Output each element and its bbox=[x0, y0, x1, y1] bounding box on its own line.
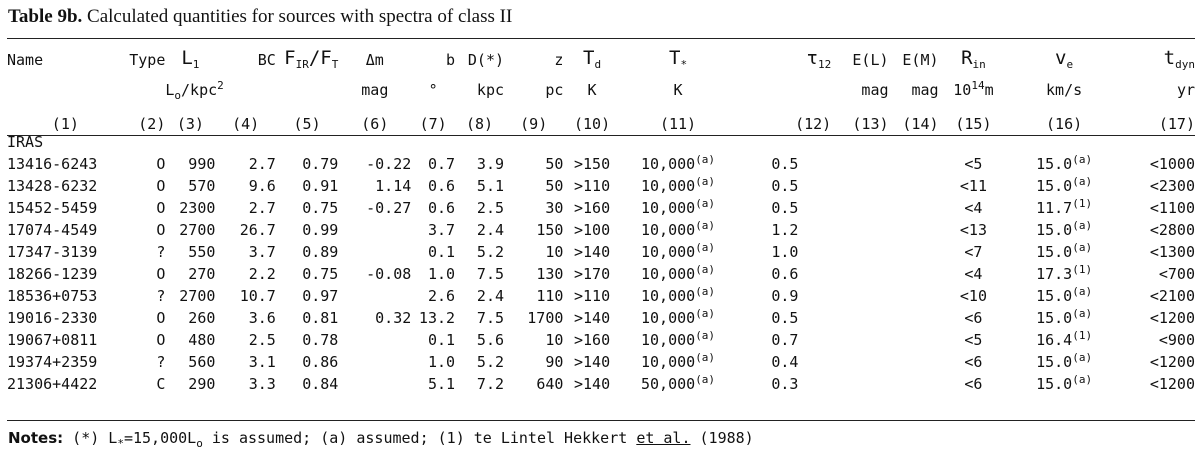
cell-dm bbox=[338, 349, 411, 371]
cell-tstar: 10,000$^{(a)}$ bbox=[641, 263, 716, 283]
cell-tau: 1.2 bbox=[771, 221, 799, 239]
cell-b: 0.7 bbox=[427, 155, 456, 173]
cell-tstar: 10,000$^{(a)}$ bbox=[641, 307, 716, 327]
cell-dm bbox=[338, 371, 411, 393]
unit-ve: km/s bbox=[1046, 81, 1083, 99]
col-number: (11) bbox=[659, 115, 697, 133]
cell-em bbox=[889, 217, 939, 239]
cell-d: 7.5 bbox=[476, 309, 505, 327]
units-row bbox=[7, 69, 1195, 99]
cell-bc: 3.6 bbox=[248, 309, 276, 327]
cell-el bbox=[831, 261, 888, 283]
et-al: et al. bbox=[636, 429, 691, 447]
group-label: IRAS bbox=[7, 133, 44, 151]
cell-tdyn: <1100 bbox=[1149, 199, 1195, 217]
cell-ve: 15.0$^{(a)}$ bbox=[1036, 241, 1093, 261]
col-header-em: E(M) bbox=[902, 51, 939, 69]
cell-ve: 17.3$^{(1)}$ bbox=[1036, 263, 1093, 283]
cell-b: 13.2 bbox=[418, 309, 456, 327]
cell-name: 17074-4549 bbox=[7, 221, 98, 239]
col-header-tau: $\tau_{12}$ bbox=[806, 47, 832, 71]
unit-td: K bbox=[587, 81, 597, 99]
cell-tdyn: <2100 bbox=[1149, 287, 1195, 305]
cell-td: >110 bbox=[574, 177, 611, 195]
cell-tstar: 10,000$^{(a)}$ bbox=[641, 241, 716, 261]
table-row bbox=[7, 349, 1195, 371]
cell-rin: <6 bbox=[964, 353, 983, 371]
cell-b: 3.7 bbox=[427, 221, 456, 239]
cell-ve: 15.0$^{(a)}$ bbox=[1036, 153, 1093, 173]
cell-d: 2.4 bbox=[476, 221, 505, 239]
cell-fir: 0.79 bbox=[302, 155, 339, 173]
table-caption bbox=[8, 6, 512, 28]
cell-bc: 2.7 bbox=[248, 155, 276, 173]
unit-d: kpc bbox=[476, 81, 505, 99]
cell-l1: 2300 bbox=[179, 199, 216, 217]
col-number: (6) bbox=[361, 115, 389, 133]
cell-em bbox=[889, 173, 939, 195]
cell-td: >160 bbox=[574, 331, 611, 349]
cell-name: 13428-6232 bbox=[7, 177, 98, 195]
cell-tau: 0.5 bbox=[771, 309, 799, 327]
col-header-fir-ft: $F_{IR}/F_T$ bbox=[284, 47, 339, 71]
cell-ve: 15.0$^{(a)}$ bbox=[1036, 351, 1093, 371]
cell-tau: 0.3 bbox=[771, 375, 799, 393]
table-row bbox=[7, 327, 1195, 349]
cell-tau: 0.6 bbox=[771, 265, 799, 283]
table-row bbox=[7, 371, 1195, 393]
cell-el bbox=[831, 349, 888, 371]
cell-type: O bbox=[156, 331, 166, 349]
cell-tdyn: <1300 bbox=[1149, 243, 1195, 261]
cell-fir: 0.84 bbox=[302, 375, 339, 393]
col-number: (12) bbox=[795, 115, 832, 133]
cell-td: >170 bbox=[574, 265, 611, 283]
cell-tstar: 10,000$^{(a)}$ bbox=[641, 351, 716, 371]
cell-d: 3.9 bbox=[476, 155, 505, 173]
cell-d: 5.2 bbox=[476, 243, 505, 261]
cell-dm: 1.14 bbox=[375, 177, 412, 195]
cell-d: 7.2 bbox=[476, 375, 505, 393]
cell-tdyn: <2800 bbox=[1149, 221, 1195, 239]
cell-bc: 3.3 bbox=[248, 375, 276, 393]
cell-fir: 0.91 bbox=[302, 177, 339, 195]
cell-name: 17347-3139 bbox=[7, 243, 98, 261]
cell-ve: 11.7$^{(1)}$ bbox=[1036, 197, 1093, 217]
cell-tau: 0.5 bbox=[771, 177, 799, 195]
cell-tstar: 10,000$^{(a)}$ bbox=[641, 153, 716, 173]
cell-dm: 0.32 bbox=[375, 309, 412, 327]
cell-b: 2.6 bbox=[427, 287, 456, 305]
column-number-row bbox=[7, 99, 1195, 133]
cell-rin: <6 bbox=[964, 309, 983, 327]
cell-tau: 0.4 bbox=[771, 353, 799, 371]
cell-z: 30 bbox=[545, 199, 564, 217]
cell-bc: 10.7 bbox=[239, 287, 276, 305]
cell-bc: 9.6 bbox=[248, 177, 276, 195]
cell-type: O bbox=[156, 177, 166, 195]
cell-fir: 0.75 bbox=[302, 265, 339, 283]
cell-l1: 560 bbox=[188, 353, 216, 371]
cell-d: 7.5 bbox=[476, 265, 505, 283]
col-header-tdyn: $t_{dyn}$ bbox=[1163, 47, 1195, 71]
unit-rin: $10^{14}m$ bbox=[953, 79, 994, 99]
cell-tdyn: <1200 bbox=[1149, 309, 1195, 327]
cell-dm: -0.27 bbox=[366, 199, 412, 217]
cell-dm bbox=[338, 217, 411, 239]
table-row bbox=[7, 283, 1195, 305]
col-header-z: z bbox=[554, 51, 564, 69]
cell-type: ? bbox=[156, 287, 166, 305]
cell-ve: 16.4$^{(1)}$ bbox=[1036, 329, 1093, 349]
cell-d: 2.5 bbox=[476, 199, 505, 217]
cell-em bbox=[889, 283, 939, 305]
cell-b: 0.6 bbox=[427, 199, 456, 217]
cell-el bbox=[831, 371, 888, 393]
cell-tstar: 10,000$^{(a)}$ bbox=[641, 329, 716, 349]
cell-tstar: 10,000$^{(a)}$ bbox=[641, 219, 716, 239]
cell-tdyn: <1200 bbox=[1149, 375, 1195, 393]
col-header-bc: BC bbox=[257, 51, 276, 69]
cell-l1: 270 bbox=[188, 265, 216, 283]
cell-z: 130 bbox=[536, 265, 564, 283]
unit-tdyn: yr bbox=[1176, 81, 1195, 99]
cell-ve: 15.0$^{(a)}$ bbox=[1036, 175, 1093, 195]
top-rule bbox=[7, 38, 1195, 39]
cell-name: 18266-1239 bbox=[7, 265, 98, 283]
cell-td: >110 bbox=[574, 287, 611, 305]
bottom-rule bbox=[7, 420, 1195, 421]
cell-em bbox=[889, 349, 939, 371]
cell-type: O bbox=[156, 221, 166, 239]
cell-tstar: 10,000$^{(a)}$ bbox=[641, 175, 716, 195]
cell-dm: -0.22 bbox=[366, 155, 412, 173]
col-header-tstar: $T_*$ bbox=[668, 47, 688, 71]
cell-d: 2.4 bbox=[476, 287, 505, 305]
cell-td: >140 bbox=[574, 353, 611, 371]
cell-type: ? bbox=[156, 243, 166, 261]
cell-l1: 260 bbox=[188, 309, 216, 327]
cell-type: O bbox=[156, 265, 166, 283]
table-title: Calculated quantities for sources with spectra of class II bbox=[87, 6, 513, 27]
col-header-l1: $L_1$ bbox=[181, 47, 200, 71]
cell-rin: <4 bbox=[964, 199, 983, 217]
col-number: (13) bbox=[852, 115, 889, 133]
cell-bc: 2.7 bbox=[248, 199, 276, 217]
table-row bbox=[7, 305, 1195, 327]
cell-em bbox=[889, 195, 939, 217]
cell-type: O bbox=[156, 155, 166, 173]
unit-b: ° bbox=[428, 81, 438, 99]
table-label: Table 9b. bbox=[8, 6, 83, 27]
cell-rin: <6 bbox=[964, 375, 983, 393]
cell-z: 10 bbox=[545, 243, 564, 261]
col-header-dm: Δm bbox=[365, 51, 384, 69]
cell-el bbox=[831, 195, 888, 217]
cell-em bbox=[889, 327, 939, 349]
cell-dm bbox=[338, 239, 411, 261]
cell-dm: -0.08 bbox=[366, 265, 412, 283]
cell-ve: 15.0$^{(a)}$ bbox=[1036, 373, 1093, 393]
cell-fir: 0.78 bbox=[302, 331, 339, 349]
cell-rin: <4 bbox=[964, 265, 983, 283]
cell-tau: 0.9 bbox=[771, 287, 799, 305]
unit-l1: $L_o/kpc^2$ bbox=[165, 79, 224, 102]
table-row bbox=[7, 261, 1195, 283]
table-row bbox=[7, 239, 1195, 261]
cell-l1: 570 bbox=[188, 177, 216, 195]
cell-el bbox=[831, 327, 888, 349]
cell-z: 10 bbox=[545, 331, 564, 349]
cell-d: 5.6 bbox=[476, 331, 505, 349]
cell-tdyn: <1000 bbox=[1149, 155, 1195, 173]
col-number: (3) bbox=[176, 115, 204, 133]
cell-td: >100 bbox=[574, 221, 611, 239]
col-number: (4) bbox=[232, 115, 260, 133]
col-number: (10) bbox=[574, 115, 611, 133]
cell-z: 1700 bbox=[527, 309, 564, 327]
cell-rin: <10 bbox=[959, 287, 987, 305]
table-row bbox=[7, 217, 1195, 239]
table-row bbox=[7, 151, 1195, 173]
cell-tau: 0.7 bbox=[771, 331, 799, 349]
col-header-el: E(L) bbox=[852, 51, 889, 69]
cell-dm bbox=[338, 327, 411, 349]
col-number: (1) bbox=[51, 115, 79, 133]
unit-dm: mag bbox=[361, 81, 389, 99]
cell-em bbox=[889, 151, 939, 173]
cell-l1: 990 bbox=[188, 155, 216, 173]
cell-bc: 26.7 bbox=[239, 221, 276, 239]
cell-l1: 2700 bbox=[179, 287, 216, 305]
cell-z: 110 bbox=[536, 287, 564, 305]
cell-tau: 1.0 bbox=[771, 243, 799, 261]
cell-name: 19374+2359 bbox=[7, 353, 98, 371]
cell-tau: 0.5 bbox=[771, 199, 799, 217]
cell-em bbox=[889, 261, 939, 283]
cell-el bbox=[831, 305, 888, 327]
cell-td: >140 bbox=[574, 375, 611, 393]
col-header-name: Name bbox=[7, 51, 44, 69]
col-number: (7) bbox=[419, 115, 447, 133]
cell-name: 21306+4422 bbox=[7, 375, 98, 393]
cell-rin: <11 bbox=[959, 177, 987, 195]
cell-rin: <7 bbox=[964, 243, 983, 261]
cell-ve: 15.0$^{(a)}$ bbox=[1036, 285, 1093, 305]
cell-fir: 0.99 bbox=[302, 221, 339, 239]
cell-td: >150 bbox=[574, 155, 611, 173]
cell-type: C bbox=[156, 375, 166, 393]
cell-el bbox=[831, 151, 888, 173]
cell-em bbox=[889, 239, 939, 261]
group-label-row bbox=[7, 133, 1195, 151]
data-table bbox=[7, 41, 1195, 393]
cell-z: 90 bbox=[545, 353, 564, 371]
cell-fir: 0.89 bbox=[302, 243, 339, 261]
col-number: (8) bbox=[465, 115, 494, 133]
cell-rin: <13 bbox=[959, 221, 987, 239]
cell-el bbox=[831, 217, 888, 239]
cell-type: O bbox=[156, 199, 166, 217]
unit-em: mag bbox=[911, 81, 939, 99]
cell-l1: 550 bbox=[188, 243, 216, 261]
cell-rin: <5 bbox=[964, 331, 983, 349]
col-number: (17) bbox=[1158, 115, 1195, 133]
cell-type: ? bbox=[156, 353, 166, 371]
cell-bc: 2.5 bbox=[248, 331, 276, 349]
cell-b: 0.6 bbox=[427, 177, 456, 195]
col-number: (9) bbox=[520, 115, 548, 133]
col-number: (16) bbox=[1046, 115, 1083, 133]
cell-fir: 0.86 bbox=[302, 353, 339, 371]
cell-el bbox=[831, 173, 888, 195]
cell-z: 50 bbox=[545, 155, 564, 173]
table-notes: Notes: (*) $L_*=15,000L_o$ is assumed; (a) assumed; (1) te Lintel Hekkert et al. (1988) bbox=[8, 429, 754, 450]
cell-rin: <5 bbox=[964, 155, 983, 173]
cell-l1: 290 bbox=[188, 375, 216, 393]
cell-el bbox=[831, 283, 888, 305]
cell-name: 15452-5459 bbox=[7, 199, 98, 217]
cell-el bbox=[831, 239, 888, 261]
cell-d: 5.2 bbox=[476, 353, 505, 371]
cell-ve: 15.0$^{(a)}$ bbox=[1036, 219, 1093, 239]
cell-b: 1.0 bbox=[427, 265, 456, 283]
col-number: (2) bbox=[138, 115, 166, 133]
cell-b: 0.1 bbox=[427, 331, 456, 349]
cell-type: O bbox=[156, 309, 166, 327]
cell-ve: 15.0$^{(a)}$ bbox=[1036, 307, 1093, 327]
notes-label: Notes: bbox=[8, 429, 64, 447]
cell-td: >160 bbox=[574, 199, 611, 217]
cell-fir: 0.75 bbox=[302, 199, 339, 217]
cell-bc: 3.7 bbox=[248, 243, 276, 261]
cell-tdyn: <1200 bbox=[1149, 353, 1195, 371]
cell-tdyn: <700 bbox=[1158, 265, 1195, 283]
cell-em bbox=[889, 371, 939, 393]
col-header-type: Type bbox=[129, 51, 166, 69]
col-number: (14) bbox=[902, 115, 939, 133]
cell-bc: 3.1 bbox=[248, 353, 276, 371]
cell-b: 1.0 bbox=[427, 353, 456, 371]
cell-tdyn: <900 bbox=[1158, 331, 1195, 349]
cell-tdyn: <2300 bbox=[1149, 177, 1195, 195]
col-header-d: D(*) bbox=[467, 51, 505, 69]
cell-b: 5.1 bbox=[427, 375, 456, 393]
cell-z: 150 bbox=[536, 221, 564, 239]
cell-bc: 2.2 bbox=[248, 265, 276, 283]
col-header-b: b bbox=[446, 51, 456, 69]
cell-d: 5.1 bbox=[476, 177, 505, 195]
cell-tau: 0.5 bbox=[771, 155, 799, 173]
cell-z: 640 bbox=[536, 375, 564, 393]
cell-td: >140 bbox=[574, 243, 611, 261]
cell-name: 18536+0753 bbox=[7, 287, 98, 305]
cell-em bbox=[889, 305, 939, 327]
table-row bbox=[7, 195, 1195, 217]
table-body bbox=[7, 151, 1195, 393]
cell-tstar: 50,000$^{(a)}$ bbox=[641, 373, 716, 393]
unit-tstar: K bbox=[673, 81, 683, 99]
cell-tstar: 10,000$^{(a)}$ bbox=[641, 285, 716, 305]
unit-z: pc bbox=[545, 81, 564, 99]
table-row bbox=[7, 173, 1195, 195]
cell-tstar: 10,000$^{(a)}$ bbox=[641, 197, 716, 217]
cell-fir: 0.97 bbox=[302, 287, 339, 305]
cell-fir: 0.81 bbox=[302, 309, 339, 327]
cell-b: 0.1 bbox=[427, 243, 456, 261]
cell-name: 19067+0811 bbox=[7, 331, 98, 349]
cell-dm bbox=[338, 283, 411, 305]
unit-el: mag bbox=[861, 81, 889, 99]
col-header-td: $T_d$ bbox=[583, 47, 602, 71]
cell-l1: 480 bbox=[188, 331, 216, 349]
cell-name: 13416-6243 bbox=[7, 155, 98, 173]
cell-name: 19016-2330 bbox=[7, 309, 98, 327]
col-number: (5) bbox=[293, 115, 321, 133]
cell-z: 50 bbox=[545, 177, 564, 195]
cell-l1: 2700 bbox=[179, 221, 216, 239]
col-header-ve: $v_e$ bbox=[1055, 47, 1074, 71]
col-header-rin: $R_{in}$ bbox=[961, 47, 986, 71]
cell-td: >140 bbox=[574, 309, 611, 327]
header-row bbox=[7, 41, 1195, 69]
col-number: (15) bbox=[955, 115, 992, 133]
